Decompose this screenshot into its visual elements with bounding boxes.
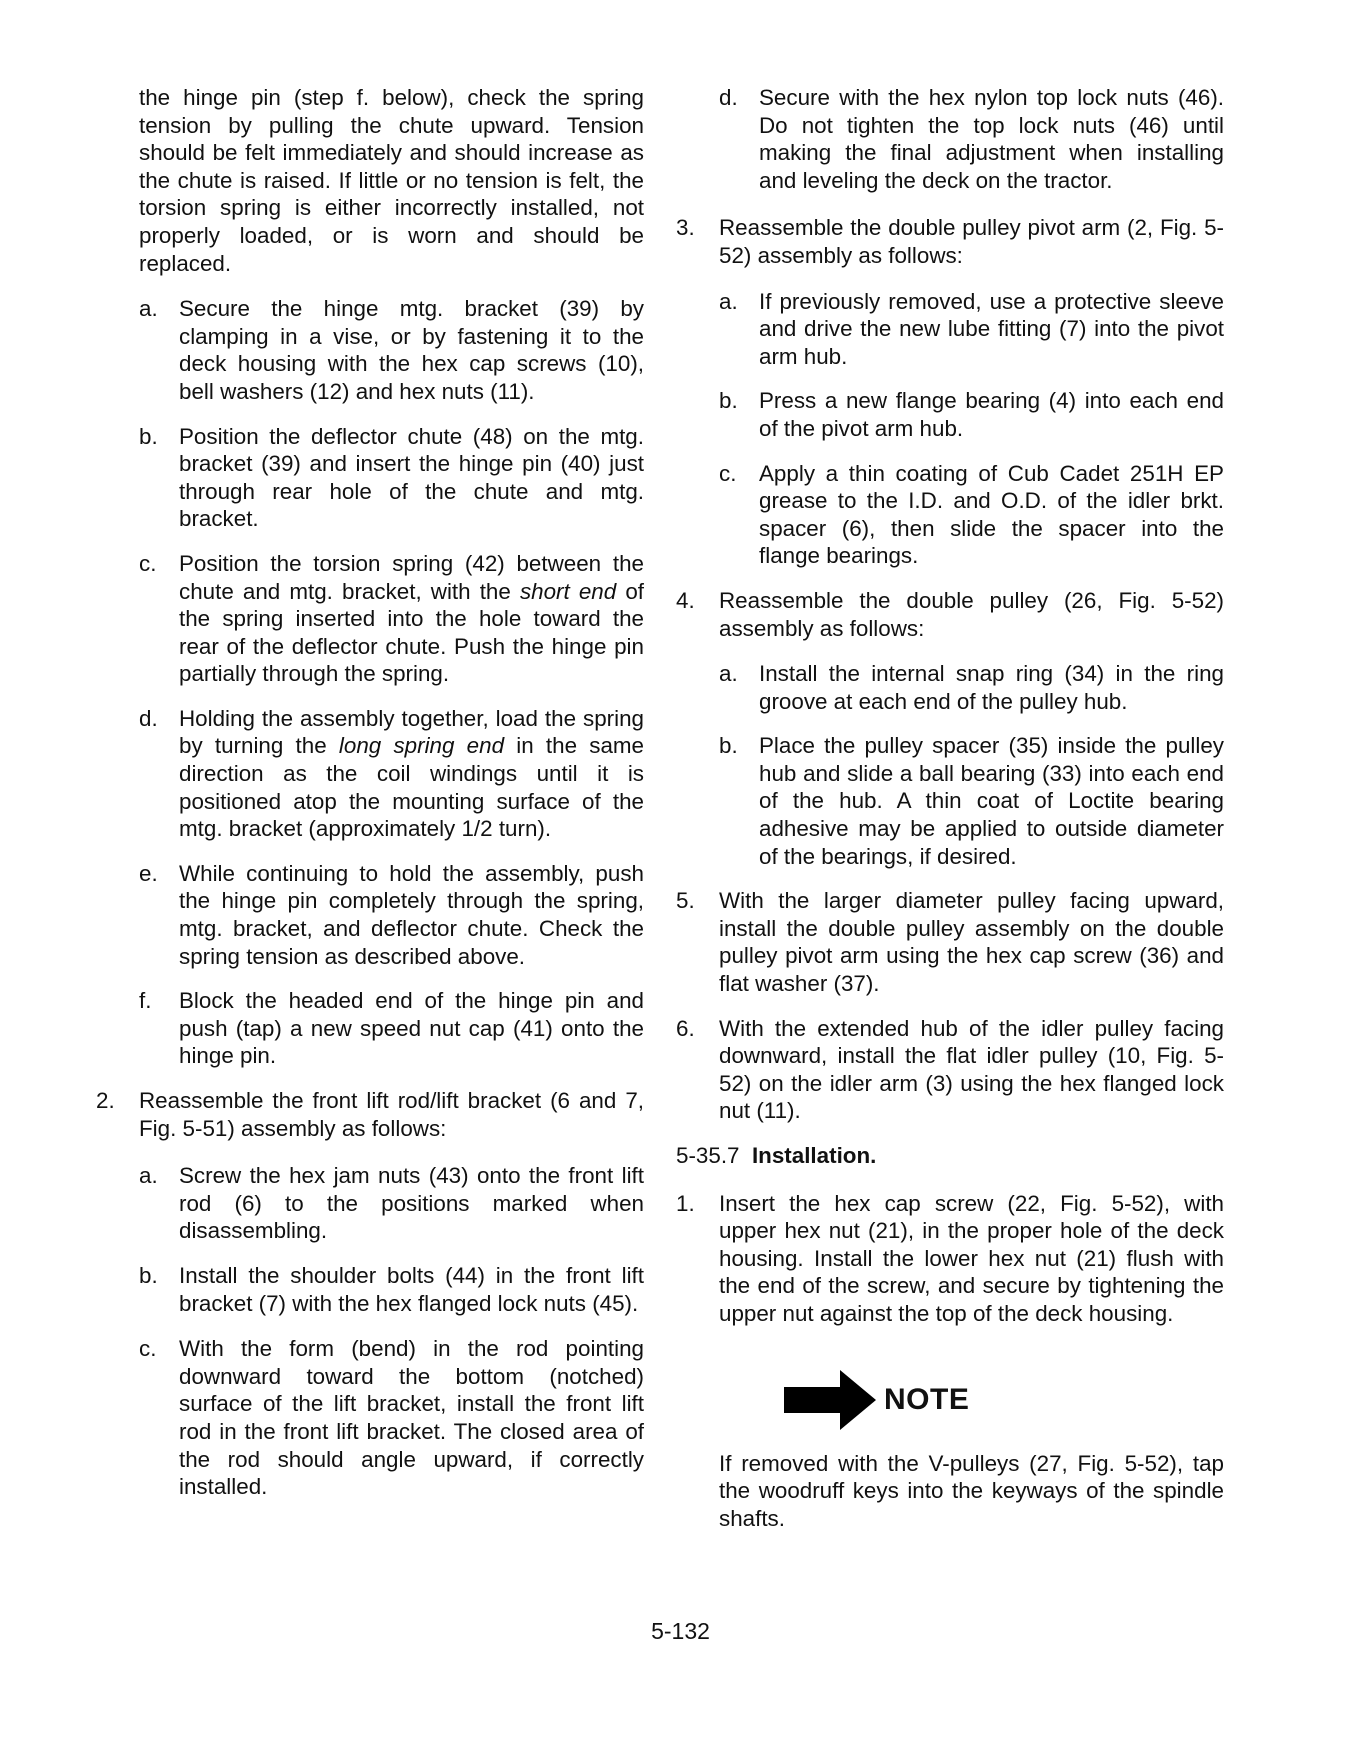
step-text: If previously removed, use a protective sleeve and drive the new lube fitting (7) into the pivot arm hub. — [759, 288, 1224, 369]
step-text: Press a new flange bearing (4) into each end of the pivot arm hub. — [759, 388, 1224, 441]
left-column — [96, 84, 644, 1501]
step-text: Block the headed end of the hinge pin and push (tap) a new speed nut cap (41) onto the hinge pin. — [179, 988, 644, 1069]
section-title: Installation. — [751, 1143, 877, 1168]
note-label: NOTE — [884, 1382, 970, 1416]
step-2 — [96, 1087, 644, 1142]
step-2a — [96, 1162, 644, 1245]
section-number: 5-35.7 — [676, 1143, 740, 1168]
step-marker: b. — [719, 733, 738, 759]
arrow-right-icon — [784, 1370, 876, 1430]
step-marker: b. — [139, 1262, 158, 1288]
lead-paragraph: the hinge pin (step f. below), check the spring tension by pulling the chute upward. Tension should be felt immediately and should increase as the chute is raised. If little or no tension is felt, the torsion spring is either incorrectly installed, not properly loaded, or is worn and should be replaced. — [139, 85, 644, 276]
step-3c — [676, 460, 1224, 570]
step-marker: a. — [719, 661, 738, 687]
step-text: Reassemble the double pulley (26, Fig. 5-52) assembly as follows: — [719, 587, 1224, 641]
step-text: Position the torsion spring (42) between the chute and mtg. bracket, with the short end of the spring inserted into the hole toward the rear of the deflector chute. Push the hinge pin partially through the spring. — [179, 550, 644, 687]
step-marker: d. — [139, 705, 158, 731]
step-1b — [96, 423, 644, 533]
step-text: Place the pulley spacer (35) inside the pulley hub and slide a ball bearing (33) into each end of the hub. A thin coat of Loctite bearing adhesive may be applied to outside diameter of the bearings, if desired. — [759, 733, 1224, 869]
step-marker: a. — [139, 1163, 158, 1189]
step-1e — [96, 860, 644, 970]
step-3b — [676, 387, 1224, 442]
step-1c — [96, 550, 644, 688]
step-text: Position the deflector chute (48) on the mtg. bracket (39) and insert the hinge pin (40) just through rear hole of the chute and mtg. bracket. — [179, 423, 644, 532]
step-text: Install the shoulder bolts (44) in the front lift bracket (7) with the hex flanged lock nuts (45). — [179, 1262, 644, 1316]
step-4 — [676, 587, 1224, 642]
step-text: Holding the assembly together, load the spring by turning the long spring end in the same direction as the coil windings until it is positioned atop the mounting surface of the mtg. bracket (approximately 1/2 turn). — [179, 705, 644, 842]
step-5 — [676, 887, 1224, 997]
step-marker: a. — [139, 296, 158, 322]
step-marker: b. — [719, 388, 738, 414]
emphasis-short-end: short end — [519, 578, 617, 604]
step-4b — [676, 732, 1224, 870]
step-2d — [676, 84, 1224, 194]
section-heading — [676, 1142, 1224, 1170]
step-number: 5. — [676, 888, 695, 914]
step-2c — [96, 1335, 644, 1501]
step-1d — [96, 705, 644, 843]
step-text: With the form (bend) in the rod pointing downward toward the bottom (notched) surface of the lift bracket, install the front lift rod in the front lift bracket. The closed area of the rod should angle upward, if correctly installed. — [179, 1336, 644, 1500]
step-marker: f. — [139, 988, 152, 1014]
install-step-1 — [676, 1190, 1224, 1328]
right-column — [676, 84, 1224, 1532]
step-marker: a. — [719, 288, 738, 314]
step-3a — [676, 288, 1224, 371]
step-marker: d. — [719, 85, 738, 110]
step-marker: b. — [139, 423, 158, 449]
step-text: Secure the hinge mtg. bracket (39) by clamping in a vise, or by fastening it to the deck housing with the hex cap screws (10), bell washers (12) and hex nuts (11). — [179, 296, 644, 404]
step-3 — [676, 214, 1224, 269]
note-callout — [784, 1370, 1224, 1430]
step-number: 2. — [96, 1088, 115, 1113]
step-marker: c. — [719, 460, 737, 486]
step-text: With the extended hub of the idler pulley facing downward, install the flat idler pulley (10, Fig. 5-52) on the idler arm (3) using the hex flanged lock nut (11). — [719, 1015, 1224, 1124]
step-number: 4. — [676, 587, 695, 613]
step-text: Secure with the hex nylon top lock nuts (46). Do not tighten the top lock nuts (46) until making the final adjustment when installing and leveling the deck on the tractor. — [759, 85, 1224, 193]
step-marker: c. — [139, 1336, 157, 1362]
step-marker: e. — [139, 860, 158, 886]
page-number: 5-132 — [651, 1618, 710, 1644]
step-4a — [676, 660, 1224, 715]
step-text: Install the internal snap ring (34) in the ring groove at each end of the pulley hub. — [759, 661, 1224, 714]
step-text: While continuing to hold the assembly, push the hinge pin completely through the spring, mtg. bracket, and deflector chute. Check the spring tension as described above. — [179, 860, 644, 969]
step-marker: c. — [139, 550, 157, 576]
step-text: Reassemble the double pulley pivot arm (2, Fig. 5-52) assembly as follows: — [719, 215, 1224, 268]
step-1a — [96, 295, 644, 405]
emphasis-long-spring-end: long spring end — [338, 733, 505, 759]
step-text: Insert the hex cap screw (22, Fig. 5-52), with upper hex nut (21), in the proper hole of the deck housing. Install the lower hex nut (21) flush with the end of the screw, and secure by tightening the upper nut against the top of the deck housing. — [719, 1190, 1224, 1326]
step-text: With the larger diameter pulley facing upward, install the double pulley assembly on the double pulley pivot arm using the hex cap screw (36) and flat washer (37). — [719, 888, 1224, 997]
step-number: 1. — [676, 1190, 695, 1216]
step-6 — [676, 1015, 1224, 1125]
step-text: Apply a thin coating of Cub Cadet 251H EP grease to the I.D. and O.D. of the idler brkt. spacer (6), then slide the spacer into the flange bearings. — [759, 460, 1224, 569]
step-number: 3. — [676, 215, 695, 241]
step-1f — [96, 987, 644, 1070]
step-text: Reassemble the front lift rod/lift bracket (6 and 7, Fig. 5-51) assembly as follows: — [139, 1088, 644, 1141]
step-text: Screw the hex jam nuts (43) onto the front lift rod (6) to the positions marked when disassembling. — [179, 1163, 644, 1244]
note-text: If removed with the V-pulleys (27, Fig. 5-52), tap the woodruff keys into the keyways of the spindle shafts. — [719, 1450, 1224, 1531]
step-2b — [96, 1262, 644, 1317]
step-number: 6. — [676, 1015, 695, 1041]
